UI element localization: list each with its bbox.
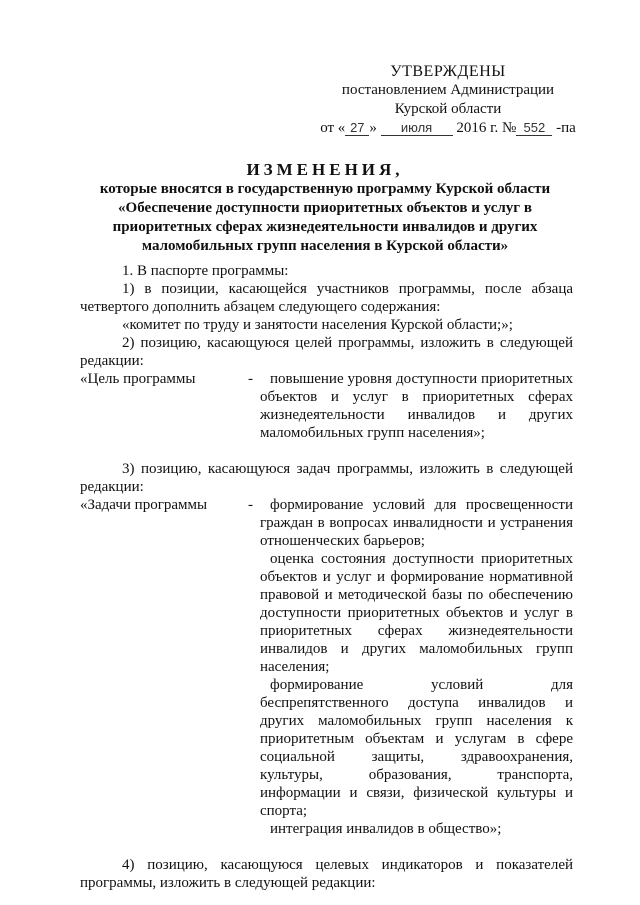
tasks-row [80,496,573,838]
doc-number: 552 [516,121,552,136]
paragraph-1: 1. В паспорте программы: [122,263,289,279]
task-item: интеграция инвалидов в общество»; [270,821,502,837]
goal-text: повышение уровня доступности приоритетных объектов и услуг в приоритетных сферах жизнедеятельности инвалидов и других маломобильных групп населения»; [260,371,573,441]
date-month: июля [381,121,453,136]
approved-line-2: Курской области [394,101,502,117]
heading-line-2: «Обеспечение доступности приоритетных объектов и услуг в [118,200,532,216]
date-mid: » [369,120,377,136]
heading-line-1: которые вносятся в государственную программу Курской области [99,181,551,197]
heading-line-4: маломобильных групп населения в Курской области» [141,238,509,254]
paragraph-3: «комитет по труду и занятости населения Курской области;»; [122,317,513,333]
goal-dash: - [248,371,253,387]
task-item: формирование условий для беспрепятственного доступа инвалидов и других маломобильных групп населения к приоритетным объектам и услугам в сфере социальной защиты, здравоохранения, культуры, образования, транспорта, информации и связи, физической культуры и спорта; [260,677,573,819]
paragraph-5: 3) позицию, касающуюся задач программы, изложить в следующей редакции: [80,461,573,495]
paragraph-6: 4) позицию, касающуюся целевых индикаторов и показателей программы, изложить в следующей редакции: [80,857,573,891]
date-year: 2016 г. № [456,120,517,136]
tasks-dash: - [248,497,253,513]
task-item: формирование условий для просвещенности граждан в вопросах инвалидности и устранения отношенческих барьеров; [260,497,573,549]
paragraph-4: 2) позицию, касающуюся целей программы, изложить в следующей редакции: [80,335,573,369]
date-day: 27 [345,121,369,136]
doc-suffix: -па [556,120,576,136]
heading-line-3: приоритетных сферах жизнедеятельности инвалидов и других [112,219,538,235]
document-heading [60,160,590,256]
approval-stamp [318,62,578,138]
approved-title: УТВЕРЖДЕНЫ [390,63,506,80]
task-item: оценка состояния доступности приоритетных объектов и услуг и формирование нормативной правовой и методической базы по обеспечению доступности приоритетных объектов и услуг в приоритетных сферах жизнедеятельности инвалидов и других маломобильных групп населения; [260,551,573,675]
approved-line-1: постановлением Администрации [341,82,555,98]
tasks-list [260,496,573,838]
tasks-label: «Задачи программы [80,497,208,513]
paragraph-2: 1) в позиции, касающейся участников программы, после абзаца четвертого дополнить абзацем следующего содержания: [80,281,573,315]
document-body [80,262,573,892]
goal-label: «Цель программы [80,371,196,387]
approved-date-line [318,119,578,138]
date-prefix: от « [320,120,346,136]
goal-row [80,370,573,442]
heading-title: ИЗМЕНЕНИЯ, [246,160,404,179]
